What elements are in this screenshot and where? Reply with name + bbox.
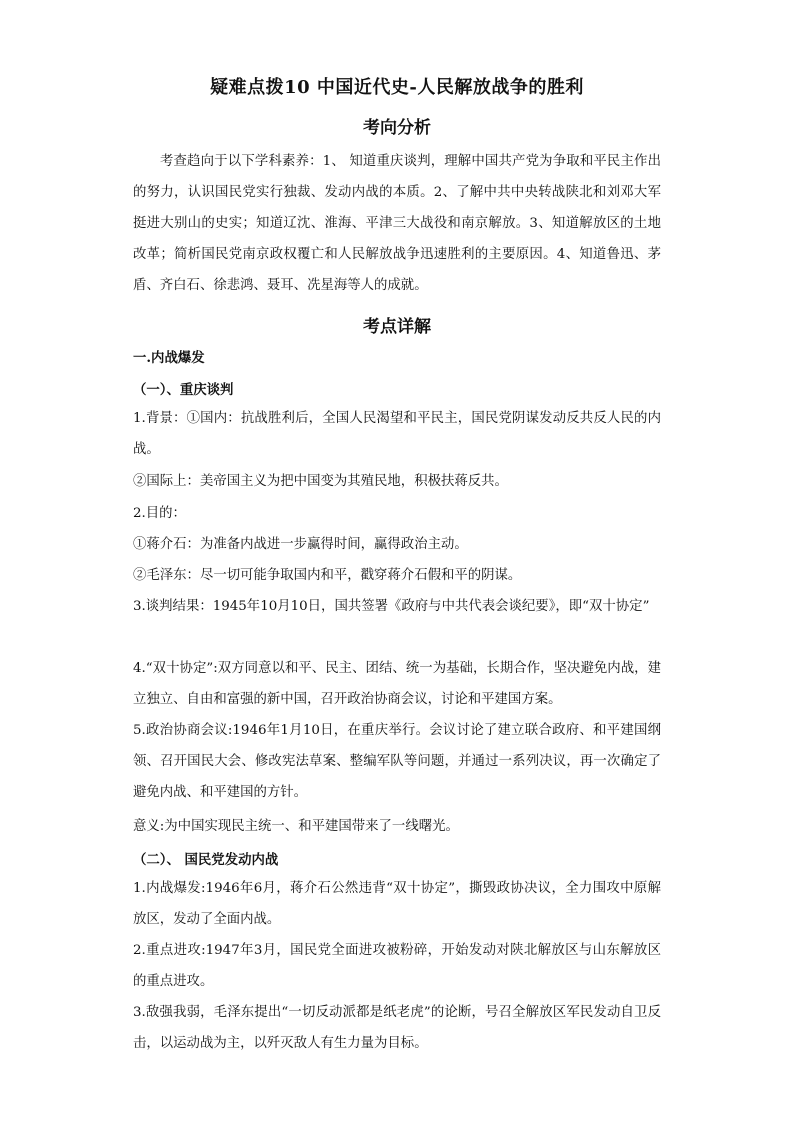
political-consultative-conference: 5.政治协商会议:1946年1月10日，在重庆举行。会议讨论了建立联合政府、和平建国纲领、召开国民大会、修改宪法草案、整编军队等问题，并通过一系列决议，再一次确定了避免内战、和平建国的方针。 (133, 723, 661, 800)
part-heading-civil-war: 一.内战爆发 (133, 350, 205, 366)
subheading-chongqing-negotiation: （一）、重庆谈判 (133, 382, 234, 398)
negotiation-result: 3.谈判结果：1945年10月10日，国共签署《政府与中共代表会谈纪要》，即“双十协定” (133, 599, 650, 614)
purpose-chiang: ①蒋介石：为准备内战进一步赢得时间，赢得政治主动。 (133, 537, 468, 552)
background-international: ②国际上：美帝国主义为把中国变为其殖民地，积极扶蒋反共。 (133, 474, 508, 489)
war-outbreak: 1.内战爆发:1946年6月，蒋介石公然违背“双十协定”，撕毁政协决议，全力围攻中原解放区，发动了全面内战。 (133, 881, 661, 927)
paper-tiger-strategy: 3.敌强我弱，毛泽东提出“一切反动派都是纸老虎”的论断，号召全解放区军民发动自卫反击，以运动战为主，以歼灭敌人有生力量为目标。 (133, 1005, 661, 1051)
double-tenth-agreement: 4.“双十协定”:双方同意以和平、民主、团结、统一为基础，长期合作，坚决避免内战，建立独立、自由和富强的新中国，召开政治协商会议，讨论和平建国方案。 (133, 661, 661, 707)
subheading-kmt-civil-war: （二）、 国民党发动内战 (133, 852, 279, 868)
purpose-mao: ②毛泽东：尽一切可能争取国内和平，戳穿蒋介石假和平的阴谋。 (133, 568, 522, 583)
intro-paragraph: 考查趋向于以下学科素养：1、 知道重庆谈判，理解中国共产党为争取和平民主作出的努力，认识国民党实行独裁、发动内战的本质。2、了解中共中央转战陕北和刘邓大军挺进大别山的史实；知道辽沈、淮海、平津三大战役和南京解放。3、知道解放区的土地改革；简析国民党南京政权覆亡和人民解放战争迅速胜利的主要原因。4、知道鲁迅、茅盾、齐白石、徐悲鸿、聂耳、冼星海等人的成就。 (133, 154, 661, 293)
document-title: 疑难点拨10 中国近代史-人民解放战争的胜利 (210, 77, 584, 98)
section-heading-details: 考点详解 (363, 317, 431, 337)
key-offensive: 2.重点进攻:1947年3月，国民党全面进攻被粉碎，开始发动对陕北解放区与山东解放区的重点进攻。 (133, 943, 661, 989)
section-heading-analysis: 考向分析 (363, 118, 431, 138)
significance: 意义:为中国实现民主统一、和平建国带来了一线曙光。 (133, 819, 459, 834)
purpose-label: 2.目的： (133, 506, 186, 521)
background-domestic: 1.背景：①国内：抗战胜利后，全国人民渴望和平民主，国民党阴谋发动反共反人民的内战。 (133, 411, 661, 457)
